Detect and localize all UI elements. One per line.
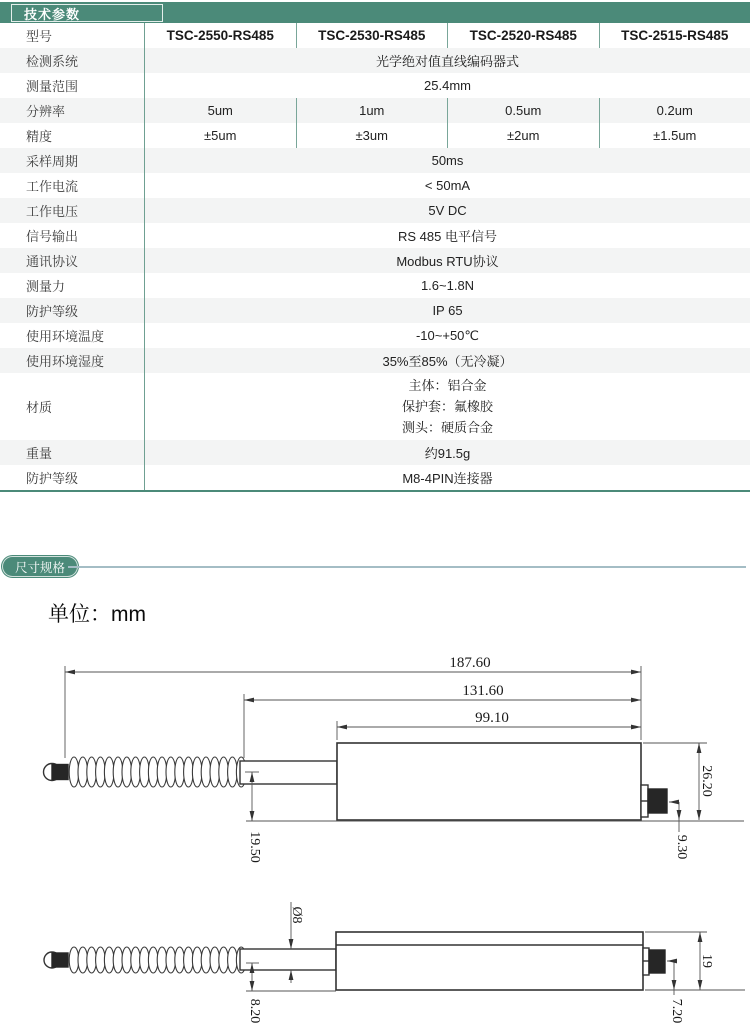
row-label: 分辨率 bbox=[0, 98, 145, 123]
unit-label: 单位：mm bbox=[48, 603, 146, 626]
material-line: 保护套：氟橡胶 bbox=[401, 399, 493, 414]
drawing1-side-view bbox=[44, 655, 745, 863]
dim-total-length: 187.60 bbox=[449, 655, 491, 671]
row-value: 5V DC bbox=[428, 203, 467, 218]
connector-m8 bbox=[648, 789, 667, 813]
material-line: 主体：铝合金 bbox=[408, 378, 487, 393]
row-label: 信号输出 bbox=[0, 223, 145, 248]
row-value: M8-4PIN连接器 bbox=[402, 471, 493, 486]
row-value: 光学绝对值直线编码器式 bbox=[375, 54, 519, 69]
stem bbox=[240, 949, 336, 970]
model-name: TSC-2520-RS485 bbox=[447, 23, 599, 48]
row-value: 25.4mm bbox=[424, 78, 471, 93]
dim-mid-length: 131.60 bbox=[462, 683, 504, 699]
material-line: 测头：硬质合金 bbox=[401, 420, 493, 435]
row-label: 工作电流 bbox=[0, 173, 145, 198]
cell-value: ±1.5um bbox=[599, 123, 750, 148]
row-label: 通讯协议 bbox=[0, 248, 145, 273]
row-label: 工作电压 bbox=[0, 198, 145, 223]
cell-value: ±3um bbox=[296, 123, 448, 148]
dim-body-length: 99.10 bbox=[475, 710, 509, 726]
row-label: 测量力 bbox=[0, 273, 145, 298]
drawing2-top-view bbox=[44, 902, 745, 1023]
row-value: 50ms bbox=[431, 153, 464, 168]
cell-value: 1um bbox=[296, 98, 448, 123]
cell-value: 0.2um bbox=[599, 98, 750, 123]
row-label: 重量 bbox=[0, 440, 145, 465]
row-value: Modbus RTU协议 bbox=[396, 254, 499, 269]
bellows bbox=[69, 947, 246, 973]
row-value: RS 485 电平信号 bbox=[398, 229, 497, 244]
dim-stem-drop: 19.50 bbox=[247, 831, 262, 863]
probe-knurl bbox=[52, 953, 68, 967]
probe-and-body-outline bbox=[44, 932, 665, 990]
row-label: 使用环境温度 bbox=[0, 323, 145, 348]
row-label: 型号 bbox=[0, 23, 145, 48]
cell-value: ±2um bbox=[447, 123, 599, 148]
cell-value: ±5um bbox=[204, 128, 237, 143]
row-value: < 50mA bbox=[424, 178, 471, 193]
connector-m8 bbox=[649, 950, 665, 973]
bellows bbox=[69, 757, 246, 787]
cell-value: 0.5um bbox=[447, 98, 599, 123]
model-name: TSC-2550-RS485 bbox=[166, 28, 274, 43]
row-value: 1.6~1.8N bbox=[420, 278, 475, 293]
row-value: IP 65 bbox=[432, 303, 463, 318]
dim-body-width: 19 bbox=[699, 954, 714, 968]
row-label: 采样周期 bbox=[0, 148, 145, 173]
row-label: 材质 bbox=[0, 373, 145, 440]
badge-label: 尺寸规格 bbox=[15, 560, 66, 575]
row-value: 35%至85%（无冷凝） bbox=[382, 354, 513, 369]
probe-and-body-outline bbox=[44, 743, 668, 820]
row-value: -10~+50℃ bbox=[415, 327, 480, 343]
sensor-body bbox=[336, 932, 643, 990]
cell-value: 5um bbox=[207, 103, 233, 118]
probe-knurl bbox=[52, 765, 68, 780]
sensor-body bbox=[337, 743, 641, 820]
row-label: 精度 bbox=[0, 123, 145, 148]
row-value: 约91.5g bbox=[424, 446, 471, 461]
model-name: TSC-2530-RS485 bbox=[296, 23, 448, 48]
dim-shaft-diameter: Ø8 bbox=[289, 906, 304, 924]
dim-connector-offset: 7.20 bbox=[669, 998, 684, 1024]
row-label: 测量范围 bbox=[0, 73, 145, 98]
row-label: 防护等级 bbox=[0, 465, 145, 490]
model-name: TSC-2515-RS485 bbox=[599, 23, 750, 48]
section-title: 技术参数 bbox=[24, 6, 81, 22]
dim-body-height: 26.20 bbox=[699, 765, 714, 797]
row-label: 检测系统 bbox=[0, 48, 145, 73]
stem bbox=[240, 761, 337, 784]
row-label: 使用环境湿度 bbox=[0, 348, 145, 373]
dim-stem-offset: 8.20 bbox=[247, 998, 262, 1024]
row-label: 防护等级 bbox=[0, 298, 145, 323]
dim-connector-offset: 9.30 bbox=[674, 834, 689, 860]
